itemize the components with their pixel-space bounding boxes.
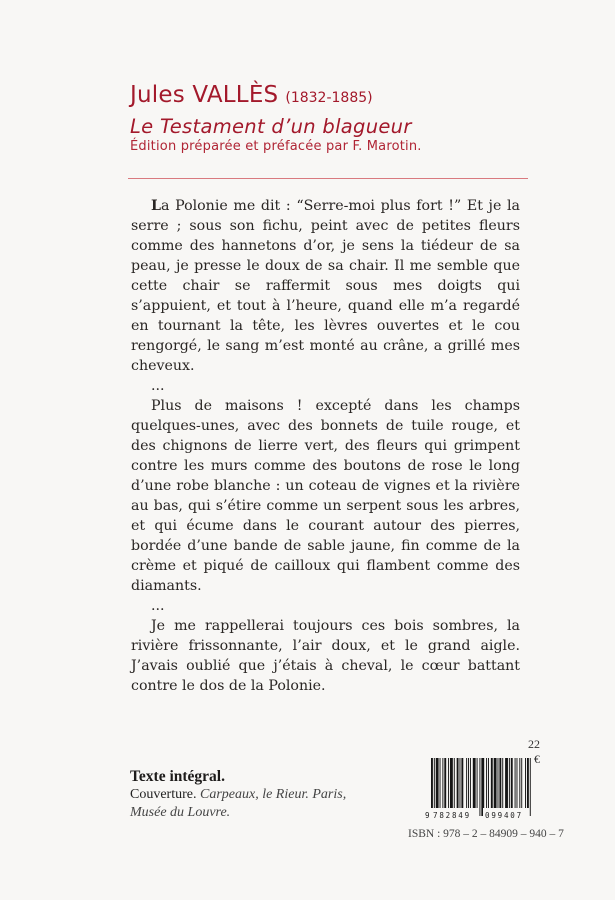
barcode-digit-first: 9 [425, 811, 430, 820]
barcode-bar [434, 758, 435, 816]
barcode-graphic [425, 758, 545, 820]
barcode-bar [468, 758, 469, 808]
barcode-bar [440, 758, 441, 808]
barcode-bar [498, 758, 499, 808]
barcode-bar [442, 758, 443, 808]
barcode-bar [473, 758, 476, 808]
barcode-bar [530, 758, 531, 816]
excerpt-paragraph-1 [131, 196, 520, 376]
barcode-bar [521, 758, 522, 808]
paragraph-1-text: a Polonie me dit : “Serre-moi plus fort !” Et je la serre ; sous son fichu, peint avec de petites fleurs comme des hannetons d’or, je sens la tiédeur de sa peau, je presse le doux de sa chair. Il me semble que cette chair se raffermit sous mes doigts qui s’appuient, et tout à l’heure, quand elle m’a regardé en tournant la tête, les lèvres ouvertes et le cou rengorgé, le sang m’est monté au crâne, a grillé mes cheveux. [131, 198, 520, 374]
barcode [425, 758, 545, 820]
cover-work: Carpeaux, le Rieur. Paris, [199, 787, 347, 802]
barcode-bar [448, 758, 449, 808]
full-text-note: Texte intégral. [130, 768, 225, 785]
barcode-bar [444, 758, 446, 808]
cover-museum: Musée du Louvre. [130, 805, 231, 820]
dropcap: L [151, 198, 161, 214]
ellipsis-1: ... [151, 378, 165, 394]
barcode-bar [457, 758, 459, 808]
cover-header [130, 82, 530, 154]
barcode-bar [515, 758, 516, 808]
barcode-bar [466, 758, 467, 808]
barcode-bar [481, 758, 484, 816]
excerpt-paragraph-2: Plus de maisons ! excepté dans les champs quelques-unes, avec des bonnets de tuile rouge, et des chignons de lierre vert, des fleurs qui grimpent contre les murs comme des boutons de rose le long d’une robe blanche : un coteau de vignes et la rivière au bas, qui s’étire comme un serpent sous les arbres, et qui écume dans le courant autour des pierres, bordée d’une bande de sable jaune, fin comme de la crème et piqué de cailloux qui flambent comme des diamants. [131, 398, 520, 594]
excerpt-paragraph-3: Je me rappellerai toujours ces bois sombres, la rivière frissonnante, l’air doux, et le grand aigle. J’avais oublié que j’étais à cheval, le cœur battant contre le dos de la Polonie. [131, 618, 520, 694]
barcode-bar [454, 758, 455, 808]
author-dates: (1832-1885) [285, 90, 373, 106]
credits [130, 768, 390, 822]
barcode-bar [470, 758, 471, 808]
barcode-bar [450, 758, 453, 808]
barcode-bar [499, 758, 501, 808]
barcode-bar [436, 758, 439, 808]
barcode-bar [477, 758, 478, 808]
barcode-bar [486, 758, 487, 808]
barcode-bar [494, 758, 497, 808]
cover-label: Couverture. [130, 787, 197, 802]
barcode-bar [488, 758, 489, 808]
book-title: Le Testament d’un blagueur [130, 115, 412, 138]
barcode-bar [519, 758, 520, 808]
barcode-bar [527, 758, 529, 808]
cover-credit-line [130, 786, 390, 804]
edition-note: Édition préparée et préfacée par F. Marotin. [130, 139, 422, 154]
barcode-bar [517, 758, 518, 808]
barcode-bar [502, 758, 503, 808]
author-name: Jules VALLÈS [130, 82, 279, 108]
barcode-digits-right: 099407 [485, 811, 523, 820]
barcode-bar [525, 758, 526, 808]
price: 22 € [528, 737, 540, 766]
barcode-bar [461, 758, 463, 808]
barcode-bar [431, 758, 433, 816]
isbn: ISBN : 978 – 2 – 84909 – 940 – 7 [408, 828, 564, 840]
excerpt [131, 196, 520, 696]
barcode-bar [460, 758, 461, 808]
barcode-bar [505, 758, 508, 808]
author-line [130, 82, 530, 108]
barcode-bar [509, 758, 510, 808]
barcode-bar [479, 758, 480, 816]
barcode-bar [511, 758, 513, 808]
ellipsis-2: ... [151, 598, 165, 614]
header-divider [128, 178, 528, 179]
barcode-digits-left: 782849 [433, 811, 471, 820]
barcode-bar [491, 758, 493, 808]
